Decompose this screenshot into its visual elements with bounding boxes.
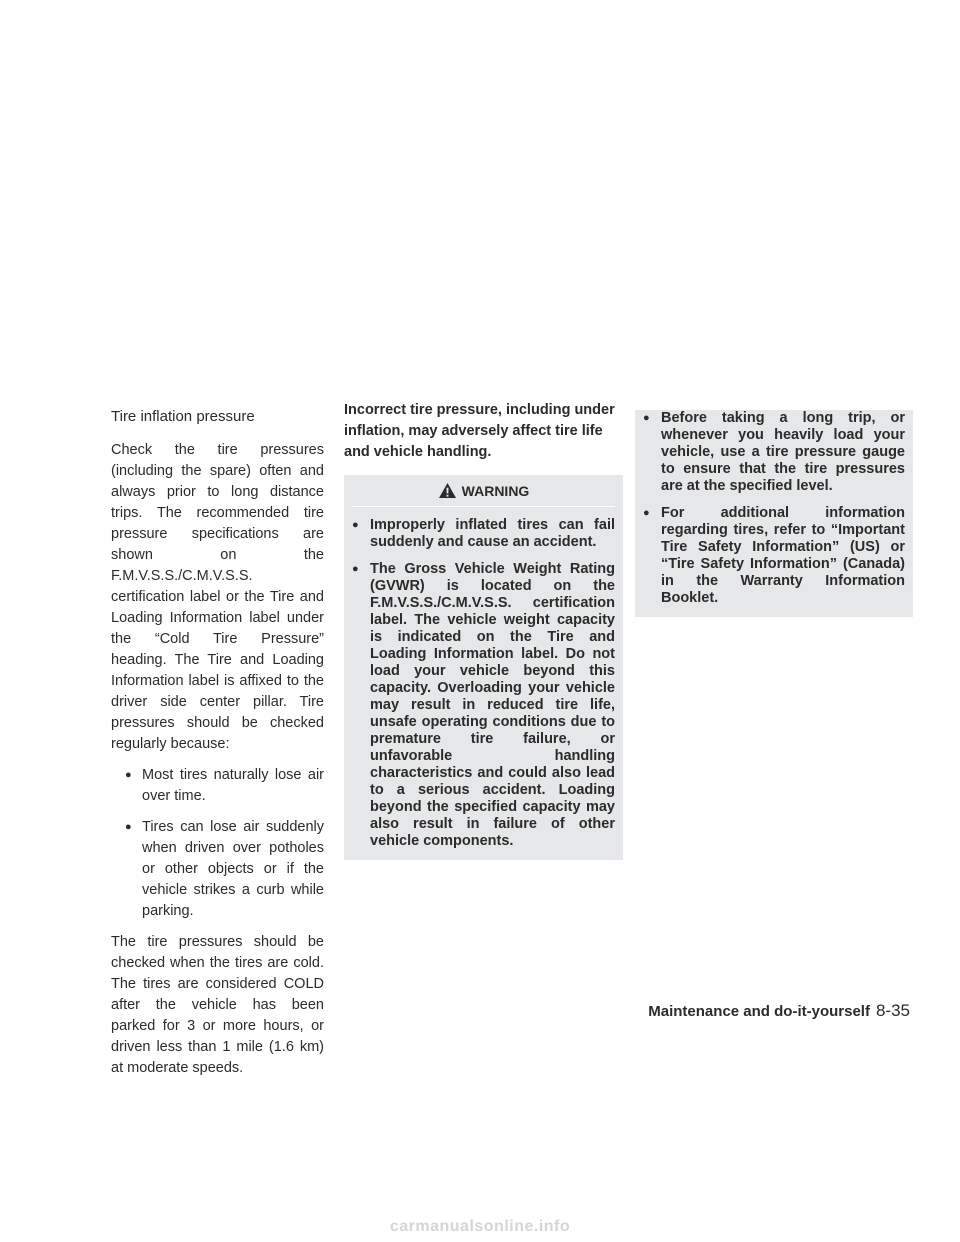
warning-box-continued <box>635 410 913 617</box>
bullet-icon: ● <box>352 519 359 531</box>
list-item-text: Tires can lose air suddenly when driven over potholes or other objects or if the vehicle strikes a curb while parking. <box>142 819 324 919</box>
warning-item <box>352 517 615 551</box>
page-number: 8-35 <box>875 1001 910 1020</box>
warning-header <box>352 475 615 507</box>
cold-tire-paragraph: The tire pressures should be checked when the tires are cold. The tires are considered COLD after the vehicle has been parked for 3 or more hours, or driven less than 1 mile (1.6 km) at moderate speeds. <box>111 934 324 1076</box>
warning-item-text: The Gross Vehicle Weight Rating (GVWR) is located on the F.M.V.S.S./C.M.V.S.S. certification label. The vehicle weight capacity is indicated on the Tire and Loading Information label. Do not load your vehicle beyond this capacity. Overloading your vehicle may result in reduced tire life, unsafe operating conditions due to premature tire failure, or unfavorable handling characteristics and could also lead to a serious accident. Loading beyond the specified capacity may also result in failure of other vehicle components. <box>370 561 615 849</box>
warning-item <box>643 505 905 607</box>
warning-item-text: For additional information regarding tires, refer to “Important Tire Safety Information” (US) or “Tire Safety Information” (Canada) in the Warranty Information Booklet. <box>661 505 905 606</box>
warning-title: WARNING <box>461 482 530 499</box>
column-3 <box>635 400 913 617</box>
section-heading: Tire inflation pressure <box>111 408 255 425</box>
warning-item <box>352 561 615 850</box>
page-footer <box>648 1001 910 1021</box>
bullet-icon: ● <box>352 563 359 575</box>
warning-triangle-icon <box>438 482 457 499</box>
column-1 <box>111 400 324 1089</box>
warning-box <box>344 475 623 860</box>
warning-item-text: Improperly inflated tires can fail suddenly and cause an accident. <box>370 517 615 550</box>
bullet-icon: ● <box>643 412 650 424</box>
column-2 <box>344 400 623 860</box>
list-item <box>125 765 324 807</box>
bullet-icon: ● <box>125 769 132 781</box>
incorrect-pressure-paragraph: Incorrect tire pressure, including under inflation, may adversely affect tire life and vehicle handling. <box>344 402 615 460</box>
bullet-icon: ● <box>643 507 650 519</box>
bullet-icon: ● <box>125 821 132 833</box>
watermark: carmanualsonline.info <box>389 1218 571 1235</box>
warning-item <box>643 410 905 495</box>
list-item-text: Most tires naturally lose air over time. <box>142 767 324 804</box>
intro-paragraph: Check the tire pressures (including the spare) often and always prior to long distance trips. The recommended tire pressure specifications are shown on the F.M.V.S.S./C.M.V.S.S. certification label or the Tire and Loading Information label under the “Cold Tire Pressure” heading. The Tire and Loading Information label is affixed to the driver side center pillar. Tire pressures should be checked regularly because: <box>111 442 324 752</box>
warning-item-text: Before taking a long trip, or whenever you heavily load your vehicle, use a tire pressure gauge to ensure that the tire pressures are at the specified level. <box>661 410 905 494</box>
list-item <box>125 817 324 922</box>
footer-section-title: Maintenance and do-it-yourself <box>648 1003 870 1020</box>
